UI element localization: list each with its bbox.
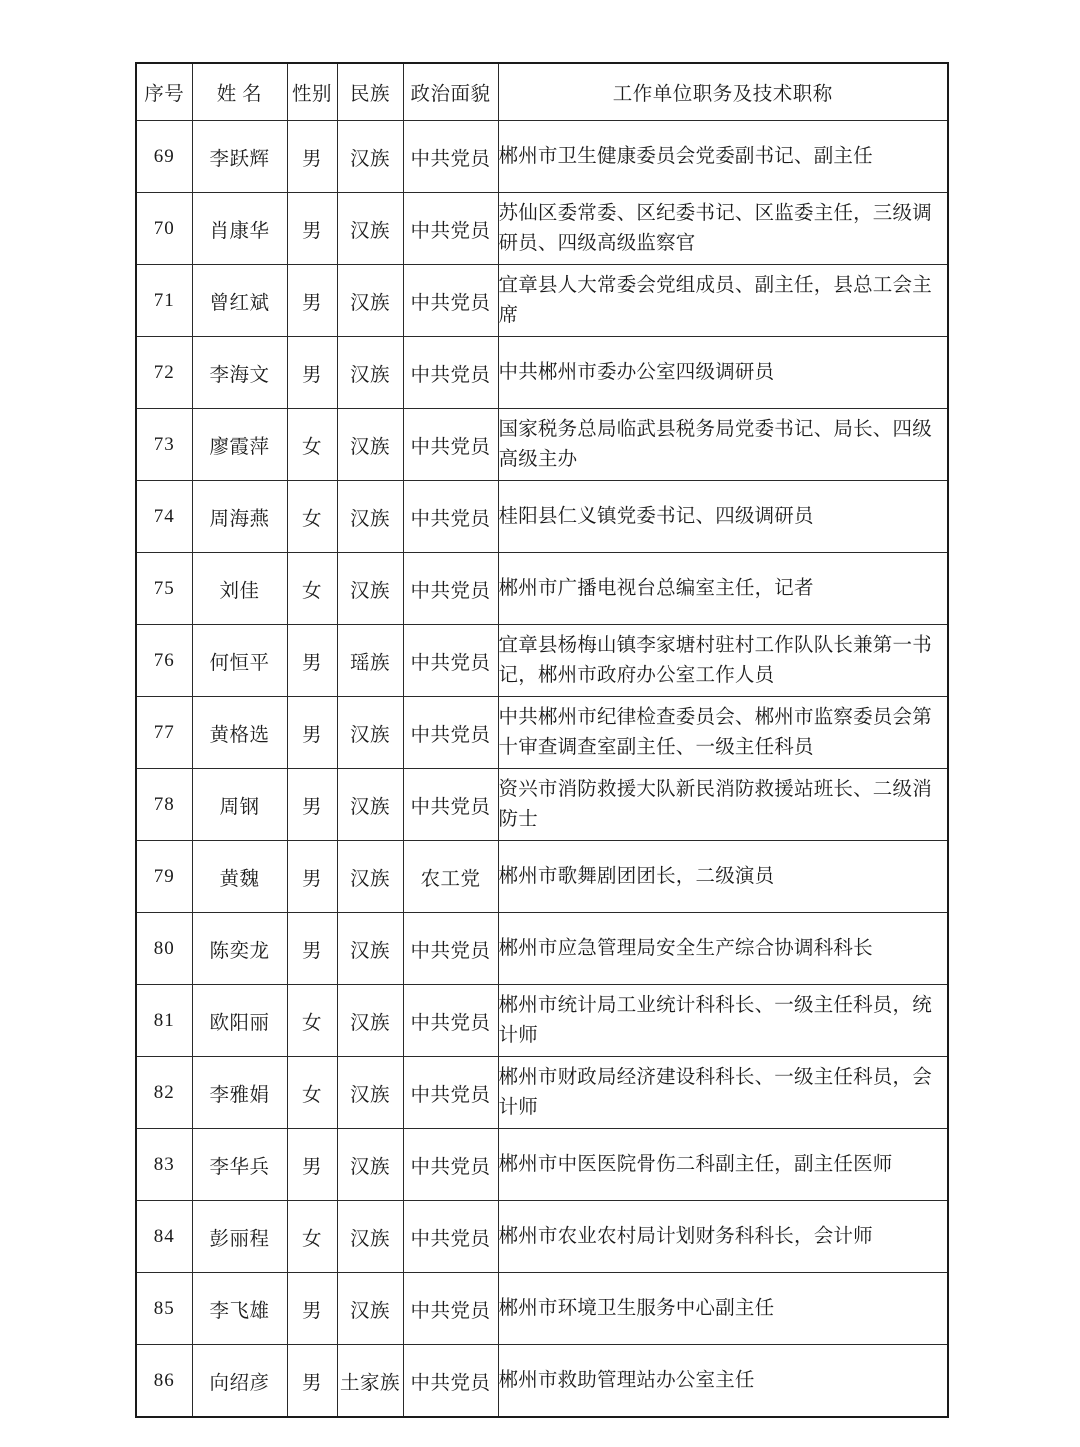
row-name: 李跃辉 bbox=[192, 121, 287, 193]
row-index: 81 bbox=[136, 985, 192, 1057]
row-party: 中共党员 bbox=[403, 1201, 498, 1273]
table-row bbox=[136, 913, 948, 985]
table-header bbox=[136, 63, 948, 121]
row-ethnic: 汉族 bbox=[337, 337, 403, 409]
table-row bbox=[136, 625, 948, 697]
row-post: 中共郴州市纪律检查委员会、郴州市监察委员会第十审查调查室副主任、一级主任科员 bbox=[498, 697, 948, 769]
row-post: 郴州市农业农村局计划财务科科长，会计师 bbox=[498, 1201, 948, 1273]
row-gender: 男 bbox=[287, 337, 337, 409]
row-party: 中共党员 bbox=[403, 121, 498, 193]
row-index: 84 bbox=[136, 1201, 192, 1273]
row-name: 黄格选 bbox=[192, 697, 287, 769]
row-name: 李雅娟 bbox=[192, 1057, 287, 1129]
row-post: 郴州市卫生健康委员会党委副书记、副主任 bbox=[498, 121, 948, 193]
row-name: 向绍彦 bbox=[192, 1345, 287, 1418]
row-ethnic: 汉族 bbox=[337, 1273, 403, 1345]
row-ethnic: 汉族 bbox=[337, 1201, 403, 1273]
row-name: 李飞雄 bbox=[192, 1273, 287, 1345]
row-name: 陈奕龙 bbox=[192, 913, 287, 985]
table-row bbox=[136, 769, 948, 841]
row-name: 曾红斌 bbox=[192, 265, 287, 337]
row-ethnic: 汉族 bbox=[337, 121, 403, 193]
row-party: 中共党员 bbox=[403, 1057, 498, 1129]
row-gender: 男 bbox=[287, 193, 337, 265]
row-ethnic: 瑶族 bbox=[337, 625, 403, 697]
row-gender: 男 bbox=[287, 121, 337, 193]
row-party: 中共党员 bbox=[403, 913, 498, 985]
row-ethnic: 土家族 bbox=[337, 1345, 403, 1418]
row-ethnic: 汉族 bbox=[337, 985, 403, 1057]
row-name: 周海燕 bbox=[192, 481, 287, 553]
row-party: 中共党员 bbox=[403, 337, 498, 409]
row-index: 78 bbox=[136, 769, 192, 841]
row-gender: 男 bbox=[287, 913, 337, 985]
row-party: 中共党员 bbox=[403, 409, 498, 481]
row-ethnic: 汉族 bbox=[337, 193, 403, 265]
row-name: 何恒平 bbox=[192, 625, 287, 697]
row-index: 69 bbox=[136, 121, 192, 193]
row-name: 刘佳 bbox=[192, 553, 287, 625]
row-ethnic: 汉族 bbox=[337, 553, 403, 625]
row-gender: 男 bbox=[287, 265, 337, 337]
row-ethnic: 汉族 bbox=[337, 841, 403, 913]
row-name: 黄魏 bbox=[192, 841, 287, 913]
row-party: 中共党员 bbox=[403, 769, 498, 841]
personnel-roster-table bbox=[135, 62, 949, 1418]
column-header-gender: 性别 bbox=[287, 63, 337, 121]
table-row bbox=[136, 1057, 948, 1129]
row-gender: 女 bbox=[287, 481, 337, 553]
row-gender: 男 bbox=[287, 1345, 337, 1418]
column-header-name: 姓 名 bbox=[192, 63, 287, 121]
table-row bbox=[136, 409, 948, 481]
row-post: 宜章县杨梅山镇李家塘村驻村工作队队长兼第一书记，郴州市政府办公室工作人员 bbox=[498, 625, 948, 697]
row-post: 郴州市统计局工业统计科科长、一级主任科员，统计师 bbox=[498, 985, 948, 1057]
row-party: 中共党员 bbox=[403, 553, 498, 625]
row-index: 79 bbox=[136, 841, 192, 913]
row-gender: 男 bbox=[287, 841, 337, 913]
table-row bbox=[136, 697, 948, 769]
row-post: 资兴市消防救援大队新民消防救援站班长、二级消防士 bbox=[498, 769, 948, 841]
row-name: 彭丽程 bbox=[192, 1201, 287, 1273]
row-party: 中共党员 bbox=[403, 985, 498, 1057]
table-row bbox=[136, 841, 948, 913]
row-gender: 男 bbox=[287, 1273, 337, 1345]
table-row bbox=[136, 985, 948, 1057]
table-row bbox=[136, 1201, 948, 1273]
column-header-ethnic: 民族 bbox=[337, 63, 403, 121]
row-post: 郴州市歌舞剧团团长，二级演员 bbox=[498, 841, 948, 913]
row-name: 廖霞萍 bbox=[192, 409, 287, 481]
table-row bbox=[136, 337, 948, 409]
row-index: 85 bbox=[136, 1273, 192, 1345]
column-header-post: 工作单位职务及技术职称 bbox=[498, 63, 948, 121]
column-header-index: 序号 bbox=[136, 63, 192, 121]
row-ethnic: 汉族 bbox=[337, 769, 403, 841]
row-post: 郴州市中医医院骨伤二科副主任，副主任医师 bbox=[498, 1129, 948, 1201]
row-party: 中共党员 bbox=[403, 697, 498, 769]
row-party: 中共党员 bbox=[403, 1345, 498, 1418]
table-row bbox=[136, 121, 948, 193]
row-name: 周钢 bbox=[192, 769, 287, 841]
row-gender: 男 bbox=[287, 1129, 337, 1201]
row-gender: 女 bbox=[287, 985, 337, 1057]
row-gender: 男 bbox=[287, 625, 337, 697]
row-party: 中共党员 bbox=[403, 1273, 498, 1345]
table-row bbox=[136, 553, 948, 625]
row-ethnic: 汉族 bbox=[337, 1129, 403, 1201]
row-index: 83 bbox=[136, 1129, 192, 1201]
row-party: 中共党员 bbox=[403, 481, 498, 553]
table-row bbox=[136, 1273, 948, 1345]
row-gender: 女 bbox=[287, 409, 337, 481]
row-name: 李海文 bbox=[192, 337, 287, 409]
row-post: 宜章县人大常委会党组成员、副主任，县总工会主席 bbox=[498, 265, 948, 337]
row-post: 中共郴州市委办公室四级调研员 bbox=[498, 337, 948, 409]
row-post: 郴州市应急管理局安全生产综合协调科科长 bbox=[498, 913, 948, 985]
row-gender: 男 bbox=[287, 697, 337, 769]
row-gender: 男 bbox=[287, 769, 337, 841]
row-ethnic: 汉族 bbox=[337, 265, 403, 337]
row-ethnic: 汉族 bbox=[337, 913, 403, 985]
row-gender: 女 bbox=[287, 553, 337, 625]
row-party: 中共党员 bbox=[403, 265, 498, 337]
row-name: 欧阳丽 bbox=[192, 985, 287, 1057]
table-row bbox=[136, 265, 948, 337]
table-row bbox=[136, 1345, 948, 1418]
row-ethnic: 汉族 bbox=[337, 409, 403, 481]
row-ethnic: 汉族 bbox=[337, 1057, 403, 1129]
table-row bbox=[136, 1129, 948, 1201]
column-header-party: 政治面貌 bbox=[403, 63, 498, 121]
row-post: 郴州市环境卫生服务中心副主任 bbox=[498, 1273, 948, 1345]
row-gender: 女 bbox=[287, 1201, 337, 1273]
row-post: 郴州市财政局经济建设科科长、一级主任科员，会计师 bbox=[498, 1057, 948, 1129]
row-post: 郴州市救助管理站办公室主任 bbox=[498, 1345, 948, 1418]
row-party: 中共党员 bbox=[403, 1129, 498, 1201]
row-party: 中共党员 bbox=[403, 625, 498, 697]
row-index: 72 bbox=[136, 337, 192, 409]
row-index: 76 bbox=[136, 625, 192, 697]
row-ethnic: 汉族 bbox=[337, 697, 403, 769]
row-index: 82 bbox=[136, 1057, 192, 1129]
row-index: 77 bbox=[136, 697, 192, 769]
row-index: 71 bbox=[136, 265, 192, 337]
row-index: 73 bbox=[136, 409, 192, 481]
table-row bbox=[136, 481, 948, 553]
row-party: 农工党 bbox=[403, 841, 498, 913]
table-header-row bbox=[136, 63, 948, 121]
table-body bbox=[136, 121, 948, 1418]
row-party: 中共党员 bbox=[403, 193, 498, 265]
row-index: 80 bbox=[136, 913, 192, 985]
row-ethnic: 汉族 bbox=[337, 481, 403, 553]
row-index: 75 bbox=[136, 553, 192, 625]
row-post: 国家税务总局临武县税务局党委书记、局长、四级高级主办 bbox=[498, 409, 948, 481]
row-gender: 女 bbox=[287, 1057, 337, 1129]
row-post: 苏仙区委常委、区纪委书记、区监委主任，三级调研员、四级高级监察官 bbox=[498, 193, 948, 265]
table-row bbox=[136, 193, 948, 265]
row-post: 郴州市广播电视台总编室主任，记者 bbox=[498, 553, 948, 625]
row-name: 李华兵 bbox=[192, 1129, 287, 1201]
row-index: 74 bbox=[136, 481, 192, 553]
row-index: 86 bbox=[136, 1345, 192, 1418]
row-index: 70 bbox=[136, 193, 192, 265]
row-post: 桂阳县仁义镇党委书记、四级调研员 bbox=[498, 481, 948, 553]
row-name: 肖康华 bbox=[192, 193, 287, 265]
